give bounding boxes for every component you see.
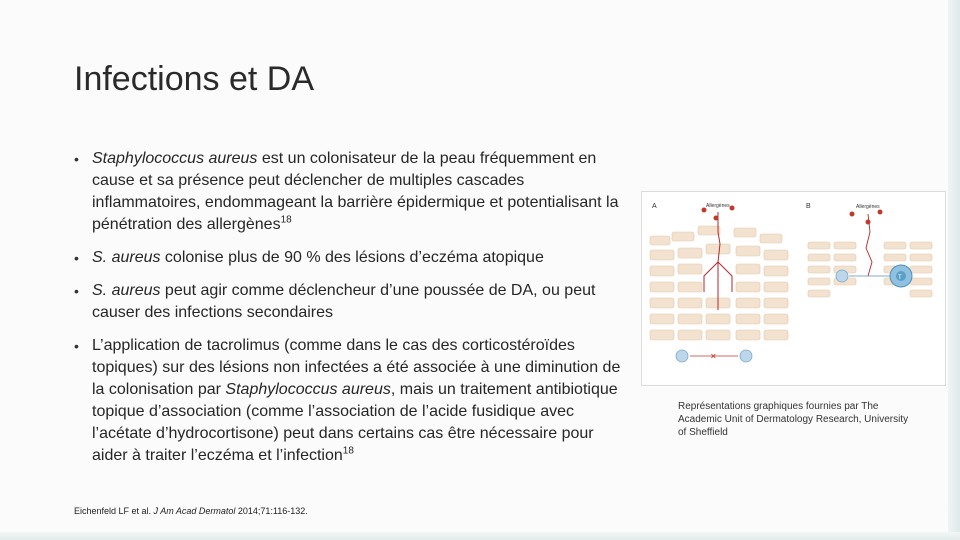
bullet-text: L’application de tacrolimus (comme dans le cas des corticostéroïdes topiques) sur des lésions non infectées a été associée à une diminution de la colonisation par [92,337,621,398]
slide-frame-bottom [0,532,960,540]
bullet-text: Staphylococcus aureus [225,381,391,398]
bullet-text: est un colonisateur de la peau fréquemment en cause et sa présence peut déclencher de multiples cascades inflammatoires, endommageant la barrière épidermique et potentialisant la pénétration des allergènes [92,150,619,233]
bullet-dot-icon: • [74,338,79,354]
bullet-list [74,148,622,478]
bullet-dot-icon: • [74,250,79,266]
bullet-item [74,280,622,324]
allergen-label-b: Allergènes [856,204,880,210]
panel-a-immune-cells [676,350,752,362]
bullet-text: colonise plus de 90 % des lésions d’eczéma atopique [160,249,544,266]
bullet-text: , mais un traitement antibiotique topique d’association (comme l’association de l’acide fusidique avec l’acétate d’hydrocortisone) peut dans certains cas être nécessaire pour aider à traiter l’eczéma et l’infection [92,381,618,464]
bullet-item [74,148,622,236]
reference-journal: J Am Acad Dermatol [153,506,236,516]
bullet-text: S. aureus [92,249,161,266]
slide-title: Infections et DA [74,60,315,98]
bullet-text: Staphylococcus aureus [92,150,258,167]
bullet-dot-icon: • [74,283,79,299]
bullet-text: peut agir comme déclencheur d’une poussée de DA, ou peut causer des infections secondaires [92,282,596,321]
reference-details: 2014;71:116-132. [235,506,308,516]
t-cell-label: T [898,275,902,281]
illustration-svg [642,192,945,385]
panel-a-label: A [652,203,657,210]
skin-barrier-illustration [641,191,946,386]
figure-caption: Représentations graphiques fournies par The Academic Unit of Dermatology Research, University of Sheffield [678,401,909,438]
bullet-item [74,247,622,269]
allergen-label-a: Allergènes [706,203,730,209]
panel-b-label: B [806,203,811,210]
reference-authors: Eichenfeld LF et al. [74,506,154,516]
slide-frame-right [948,0,960,540]
reference-citation [74,506,308,516]
bullet-dot-icon: • [74,151,79,167]
bullet-text: S. aureus [92,282,161,299]
svg-text:✕: ✕ [710,352,717,361]
reference-superscript: 18 [280,214,292,226]
allergen-icons-b [850,210,883,225]
panel-a-skin-cells [650,226,788,340]
reference-superscript: 18 [342,445,354,457]
bullet-item [74,335,622,467]
